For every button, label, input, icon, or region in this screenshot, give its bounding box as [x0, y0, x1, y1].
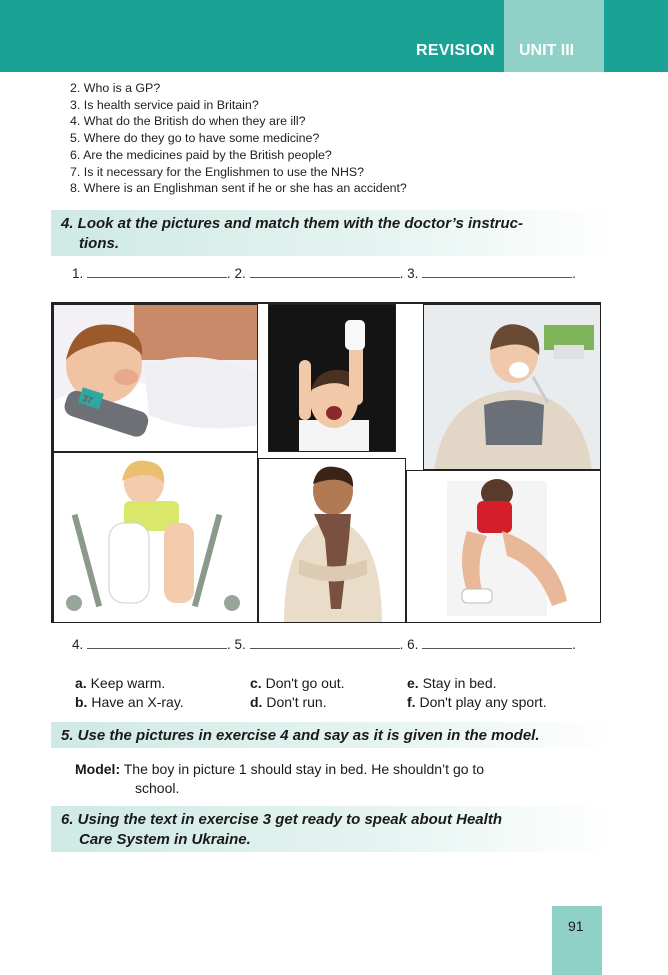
page-number: 91 [568, 918, 584, 934]
model-line-2: school. [135, 780, 180, 796]
exercise-4-heading [51, 210, 611, 256]
picture-3 [423, 304, 601, 470]
pictures-grid [51, 302, 601, 623]
picture-2 [268, 304, 396, 452]
blank-label-6: 6. [407, 637, 419, 652]
exercise-5-heading [51, 722, 611, 748]
page-header [0, 0, 668, 72]
option-e: e. Stay in bed. [407, 675, 497, 691]
picture-6 [406, 470, 601, 623]
model-example [75, 760, 615, 798]
section-title: REVISION [416, 42, 495, 59]
picture-4 [53, 452, 258, 623]
question-item: 3. Is health service paid in Britain? [70, 97, 259, 112]
answer-blanks-top: 1. . 2. . 3. . [72, 266, 576, 281]
answer-blank-5[interactable] [250, 637, 400, 649]
woman-cold-blanket-icon [424, 305, 601, 470]
answer-blank-4[interactable] [87, 637, 227, 649]
blank-label-2: 2. [234, 266, 246, 281]
question-item: 6. Are the medicines paid by the British people? [70, 147, 332, 162]
model-line-1: The boy in picture 1 should stay in bed. He shouldn’t go to [123, 761, 485, 777]
boy-bandaged-arm-icon [269, 305, 396, 452]
option-c: c. Don't go out. [250, 675, 345, 691]
picture-5 [258, 458, 406, 623]
question-item: 2. Who is a GP? [70, 81, 161, 95]
option-b: b. Have an X-ray. [75, 694, 184, 710]
exercise-4-line-1: 4. Look at the pictures and match them with the doctor’s instruc- [61, 215, 524, 232]
blank-label-5: 5. [234, 637, 246, 652]
option-f: f. Don't play any sport. [407, 694, 547, 710]
option-d: d. Don't run. [250, 694, 327, 710]
question-item: 4. What do the British do when they are ill? [70, 114, 306, 129]
blank-label-1: 1. [72, 266, 84, 281]
answer-blank-1[interactable] [87, 266, 227, 278]
blank-label-3: 3. [407, 266, 419, 281]
question-item: 8. Where is an Englishman sent if he or she has an accident? [70, 181, 407, 196]
unit-title: UNIT III [519, 42, 575, 59]
exercise-6-line-1: 6. Using the text in exercise 3 get ready to speak about Health [61, 811, 502, 828]
sick-boy-thermometer-icon [54, 305, 258, 452]
page-number-tab [552, 906, 602, 975]
question-item: 7. Is it necessary for the Englishmen to use the NHS? [70, 164, 365, 179]
option-a: a. Keep warm. [75, 675, 166, 691]
model-label: Model: [75, 761, 121, 777]
exercise-4-line-2: tions. [79, 235, 119, 252]
answer-blank-2[interactable] [250, 266, 400, 278]
answer-blank-3[interactable] [422, 266, 572, 278]
exercise-5-text: 5. Use the pictures in exercise 4 and say as it is given in the model. [61, 727, 540, 744]
girl-leg-cast-icon [54, 453, 258, 623]
exercise-6-heading [51, 806, 611, 852]
blank-label-4: 4. [72, 637, 84, 652]
answer-blank-6[interactable] [422, 637, 572, 649]
picture-1 [53, 304, 258, 452]
exercise-6-line-2: Care System in Ukraine. [79, 831, 251, 848]
answer-blanks-bottom: 4. . 5. . 6. . [72, 637, 576, 652]
questions-list [70, 80, 407, 197]
question-item: 5. Where do they go to have some medicine? [70, 131, 320, 146]
svg-text:37: 37 [81, 392, 94, 406]
woman-injured-knee-icon [407, 471, 601, 623]
unit-tab-background [504, 0, 604, 72]
man-scarf-cold-icon [259, 459, 406, 623]
